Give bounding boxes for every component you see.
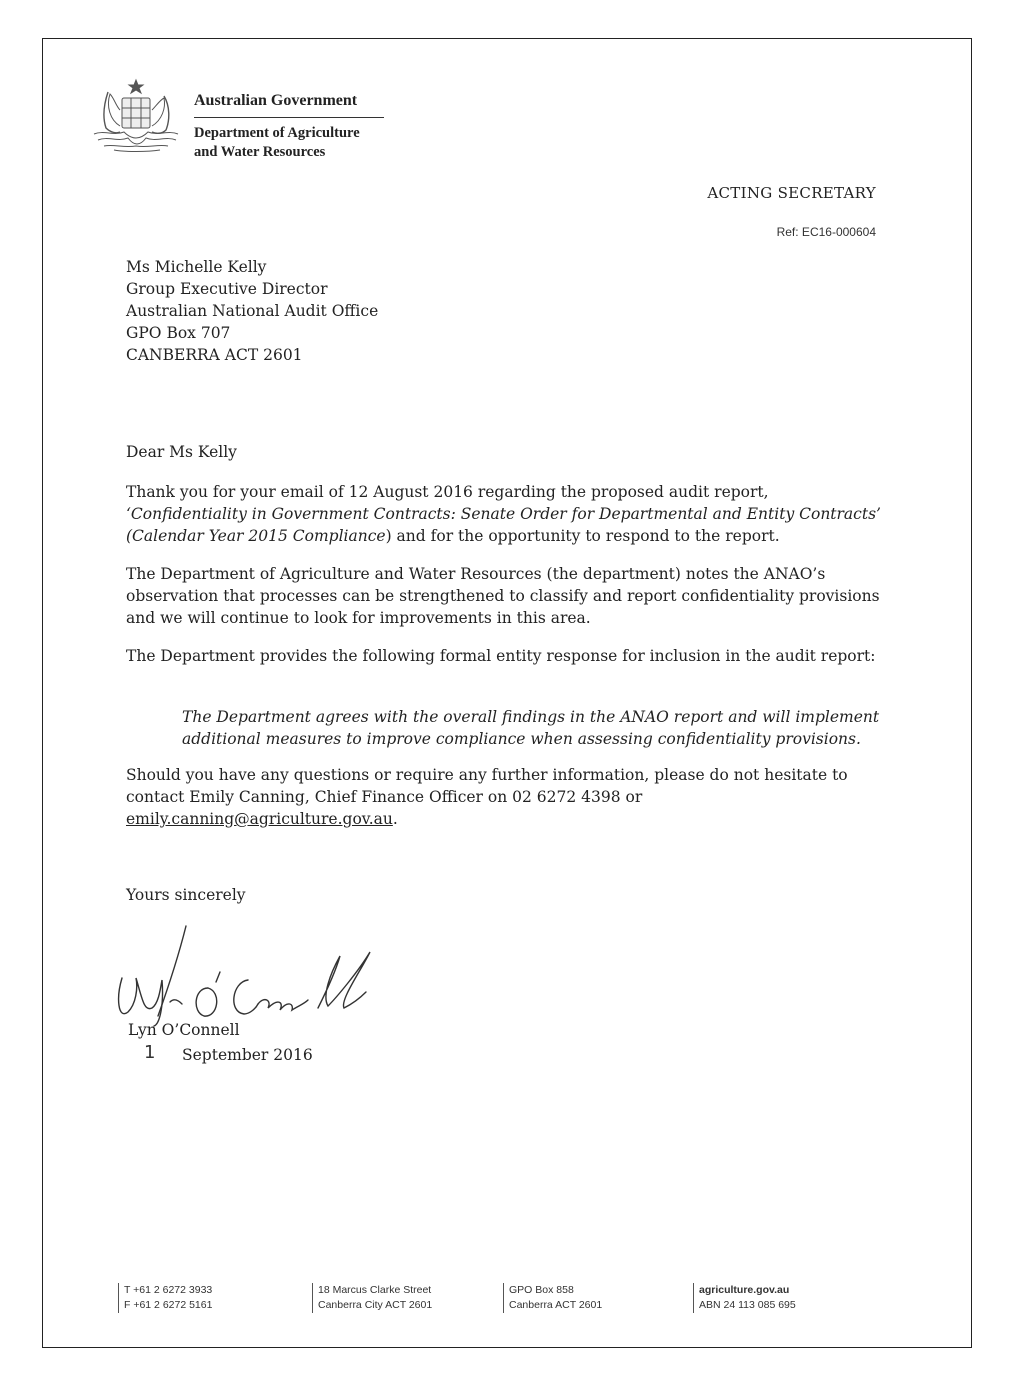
footer-web [693, 1283, 796, 1313]
footer-abn: ABN 24 113 085 695 [699, 1299, 796, 1311]
paragraph-4-end: . [392, 810, 398, 828]
date-month-year: September 2016 [182, 1046, 313, 1064]
recipient-address [126, 256, 378, 366]
footer-street-1: 18 Marcus Clarke Street [318, 1284, 432, 1296]
signature [108, 908, 408, 1028]
paragraph-4-text: Should you have any questions or require any further information, please do not hesitate to contact Emily Canning, Chief Finance Officer on 02 6272 4398 or [126, 766, 848, 806]
footer-website[interactable]: agriculture.gov.au [699, 1284, 790, 1296]
department-line-1: Department of Agriculture [194, 125, 360, 141]
paragraph-1 [126, 481, 886, 547]
salutation: Dear Ms Kelly [126, 443, 237, 461]
government-name: Australian Government [194, 92, 358, 109]
paragraph-2: The Department of Agriculture and Water Resources (the department) notes the ANAO’s observation that processes can be strengthened to classify and report confidentiality provisions and we will continue to look for improvements in this area. [126, 565, 880, 627]
department-line-2: and Water Resources [194, 144, 326, 160]
paragraph-3: The Department provides the following formal entity response for inclusion in the audit report: [126, 647, 876, 665]
footer-postal-address [503, 1283, 602, 1313]
footer-street-address [312, 1283, 432, 1313]
department-name [194, 124, 360, 162]
footer-phone: T +61 2 6272 3933 [124, 1284, 213, 1296]
letterhead-divider [194, 117, 384, 118]
recipient-title: Group Executive Director [126, 280, 328, 298]
footer-po-2: Canberra ACT 2601 [509, 1299, 603, 1311]
paragraph-4 [126, 764, 886, 830]
paragraph-1-end: ) and for the opportunity to respond to the report. [385, 527, 780, 545]
entity-response-quote: The Department agrees with the overall findings in the ANAO report and will implement additional measures to improve compliance when assessing confidentiality provisions. [182, 708, 880, 748]
signer-name: Lyn O’Connell [128, 1021, 240, 1039]
recipient-postal: GPO Box 707 [126, 324, 231, 342]
coat-of-arms-icon [84, 76, 188, 156]
footer-street-2: Canberra City ACT 2601 [318, 1299, 433, 1311]
report-title: ‘Confidentiality in Government Contracts: Senate Order for Departmental and Entity Contracts’ (Calendar Year 2015 Compliance [126, 505, 881, 545]
reference-number: Ref: EC16-000604 [776, 225, 876, 239]
footer-fax: F +61 2 6272 5161 [124, 1299, 213, 1311]
paragraph-1-start: Thank you for your email of 12 August 2016 regarding the proposed audit report, [126, 483, 769, 501]
recipient-name: Ms Michelle Kelly [126, 258, 267, 276]
date-day: 1 [144, 1042, 156, 1063]
signature-date [144, 1042, 313, 1064]
recipient-city: CANBERRA ACT 2601 [126, 346, 303, 364]
closing: Yours sincerely [126, 886, 246, 904]
footer-po-1: GPO Box 858 [509, 1284, 574, 1296]
office-title: ACTING SECRETARY [707, 184, 876, 202]
footer-contact-phone [118, 1283, 212, 1313]
recipient-organisation: Australian National Audit Office [126, 302, 379, 320]
email-link[interactable]: emily.canning@agriculture.gov.au [126, 810, 393, 828]
